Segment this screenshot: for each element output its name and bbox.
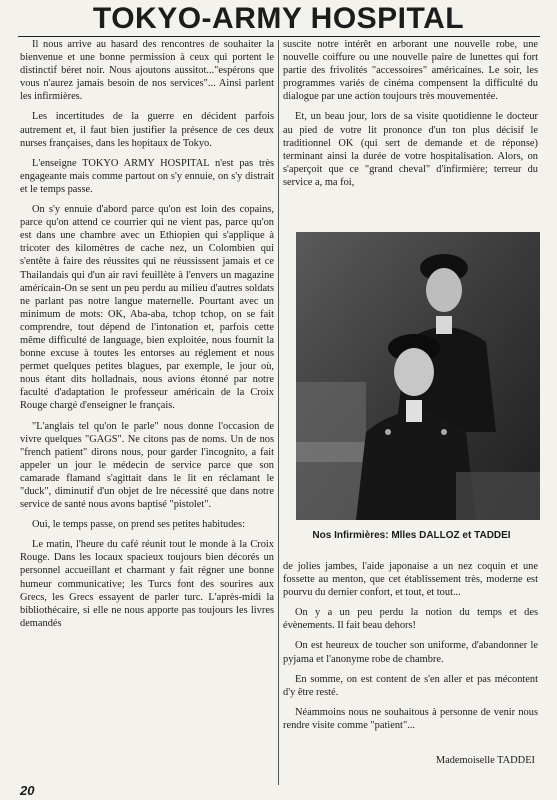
page-number: 20 (20, 783, 35, 798)
paragraph: L'enseigne TOKYO ARMY HOSPITAL n'est pas très engageante mais comme partout on s'y ennuie, on s'y distrait et le temps passe. (20, 157, 274, 195)
paragraph: Il nous arrive au hasard des rencontres de souhaiter la bienvenue et une bonne permission à ceux qui portent le distinctif béret noir. Nous ajoutons aussitot..."espérons que vous n'aurez jamais besoin de nos services"... Ainsi parlent les infirmières. (20, 39, 274, 103)
paragraph: On s'y ennuie d'abord parce qu'on est loin des copains, parce qu'on attend ce courrier qui ne vient pas, parce qu'on est dans une chambre avec un Ethiopien qui s'applique à tricoter des kilomètres de cache nez, un Colombien qui s'entête à faire des réussites qui ne réussissent jamais et ce Thailandais qui d'un air ravi feuillète à l'envers un magazine américain-On se sent un peu perdu au milieu d'autres soldats ne parlant pas notre langue maternelle. Pourtant avec un minimum de mots: OK, Aba-aba, tchop tchop, on se fait comprendre, tout dépend de l'intonation et, parfois cette même difficulté de language, bien exploitée, nous fournit la bonne excuse à toutes les entorses au réglement et nous permet quelques petites blagues, par exemple, le jour où, nous étant dits holladnais, nous avions étonné par notre faculté d'adaptation le professeur américain de la Croix Rouge chargé d'enseigner le français. (20, 204, 274, 412)
paragraph: suscite notre intérêt en arborant une nouvelle robe, une nouvelle coiffure ou une nouvelle paire de lunettes qui fort partie des frivolités "accessoires" américaines. Le soir, les programmes variés de cinéma compensent la difficulté du dialogue par une action toujours très mouvementée. (283, 39, 538, 103)
left-column (20, 38, 274, 637)
paragraph: En somme, on est content de s'en aller et pas mécontent d'y être resté. (283, 673, 538, 698)
author-signature: Mademoiselle TADDEI (435, 755, 535, 766)
photo-caption: Nos Infirmières: Mlles DALLOZ et TADDEI (312, 530, 511, 541)
paragraph: Le matin, l'heure du café réunit tout le monde à la Croix Rouge. Dans les locaux spacieux toujours bien décorés un personnel accueillant et charmant y fait régner une bonne humeur communicative; les Turcs font des sourires aux Grecs, les Grecs essayent de parler turc. L'après-midi la bibliothécaire, si elle ne nous apporte pas toujours les livres demandés (20, 539, 274, 629)
paragraph: On y a un peu perdu la notion du temps et des évènements. Il fait beau dehors! (283, 607, 538, 632)
paragraph: "L'anglais tel qu'on le parle" nous donne l'occasion de vivre quelques "GAGS". Ne citons pas de noms. Un de nos "french patient" dirons nous, pour garder l'incognito, a fait appeler un jour le médecin de service parce que son camarade flamand s'agittait dans le lit en réclamant le "duck", diminutif d'un objet de lre nécessité que dans notre service de santé nous avons baptisé "pistolet". (20, 420, 274, 511)
column-divider (278, 40, 279, 785)
right-column-bottom (283, 560, 538, 739)
title-rule (18, 36, 540, 37)
paragraph: de jolies jambes, l'aide japonaise a un nez coquin et une fossette au menton, que cet établissement très, moderne est pourvu du dernier confort, et tout, et tout... (283, 561, 538, 599)
paragraph: Et, un beau jour, lors de sa visite quotidienne le docteur au pied de votre lit prononce d'un ton plus décisif le traditionnel OK (qui sert de demande et de réponse) terminant ainsi la durée de votre hospitalisation. Alors, on s'aperçoit que ce "grand cheval" d'infirmière; terreur du service a, ma foi, (283, 111, 538, 188)
article-title: TOKYO-ARMY HOSPITAL (92, 2, 465, 35)
paragraph: Les incertitudes de la guerre en décident parfois autrement et, il faut bien justifier la présence de ces deux nurses françaises, dans les hopitaux de Tokyo. (20, 111, 274, 149)
paragraph: Oui, le temps passe, on prend ses petites habitudes: (32, 519, 245, 531)
nurses-photo (296, 232, 540, 520)
right-column-top (283, 38, 538, 196)
photo-illustration (296, 232, 540, 520)
paragraph: On est heureux de toucher son uniforme, d'abandonner le pyjama et l'anonyme robe de chambre. (283, 640, 538, 665)
paragraph: Néammoins nous ne souhaitous à personne de venir nous rendre visite comme "patient"... (283, 706, 538, 731)
